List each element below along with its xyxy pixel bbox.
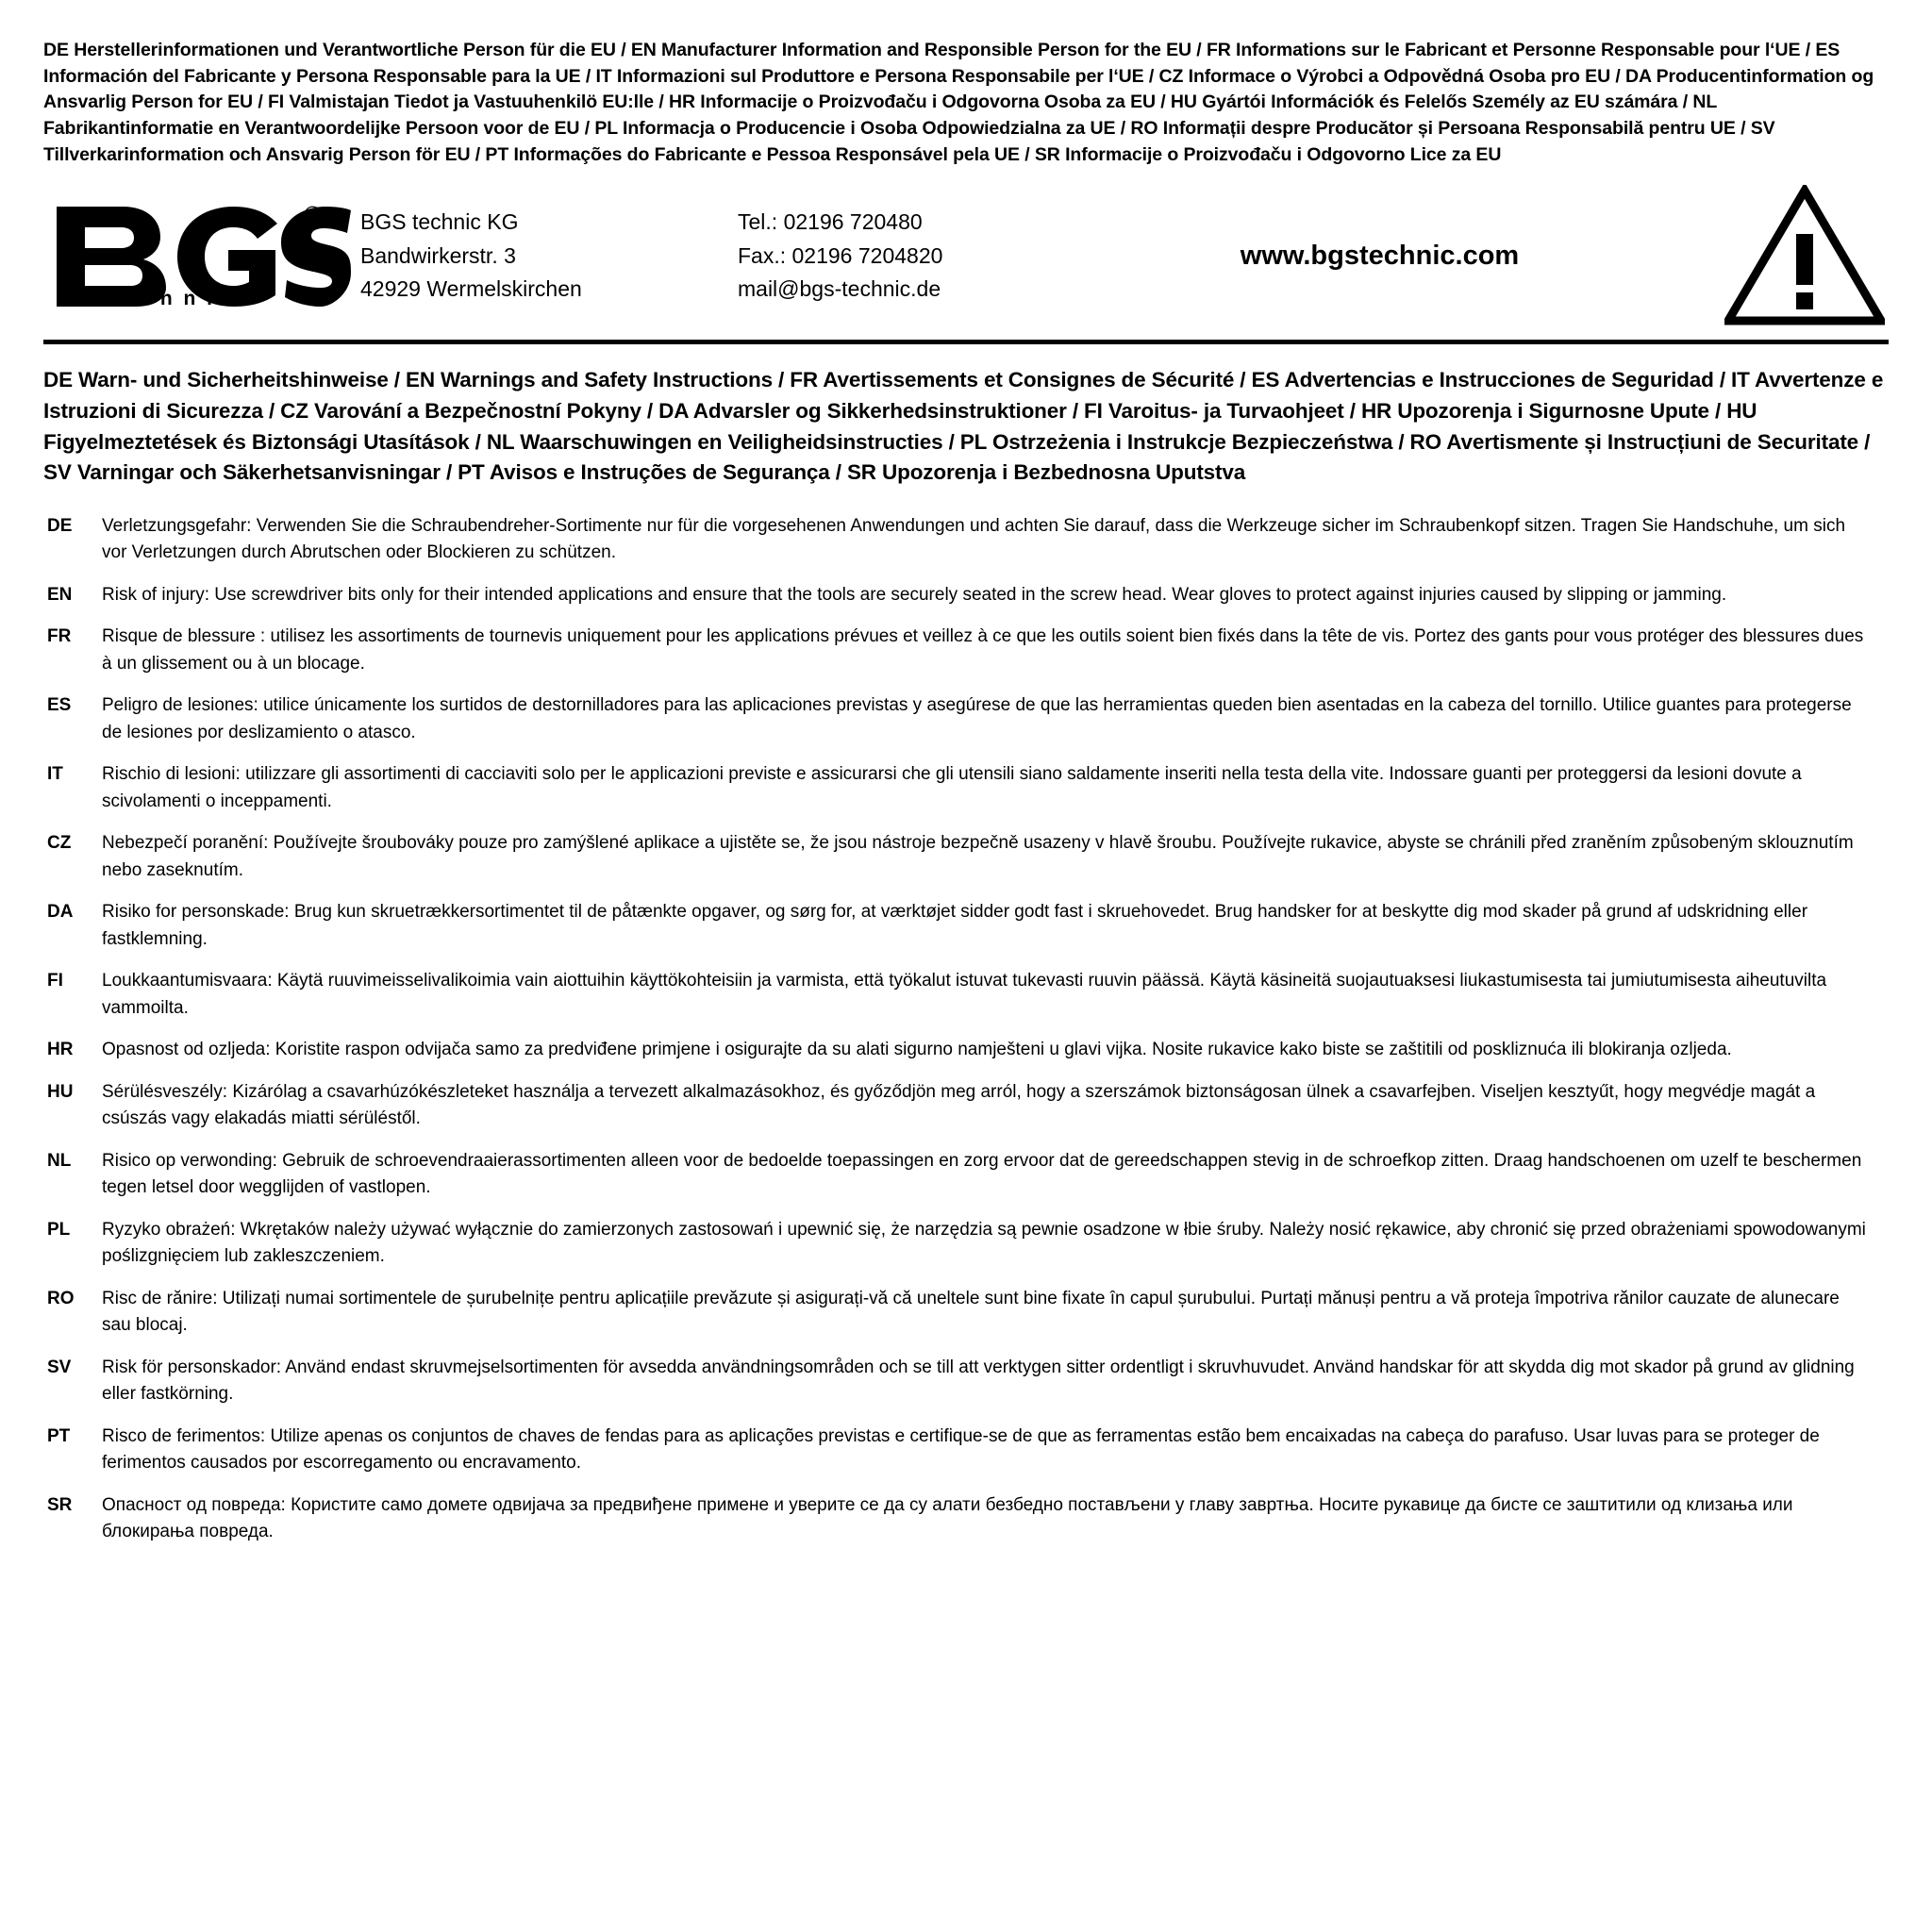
- warning-text: Risco de ferimentos: Utilize apenas os conjuntos de chaves de fendas para as aplicações previstas e certifique-se de que as ferramentas estão bem encaixadas na cabeça do parafuso. Usar luvas para se proteger de ferimentos causados por escorregamento ou encravamento.: [102, 1425, 1820, 1474]
- warning-text: Rischio di lesioni: utilizzare gli assortimenti di cacciaviti solo per le applicazioni previste e assicurarsi che gli utensili siano saldamente inseriti nella testa della vite. Indossare guanti per proteggersi da lesioni dovute a scivolamenti o inceppamenti.: [102, 764, 1802, 811]
- language-code: CZ: [47, 833, 72, 854]
- company-address: [360, 206, 738, 307]
- list-item: [43, 761, 1889, 815]
- warning-text: Risico op verwonding: Gebruik de schroevendraaierassortimenten alleen voor de bedoelde toepassingen en zorg ervoor dat de gereedschappen stevig in de schroefkop zitten. Draag handschoenen om uzelf te beschermen tegen letsel door wegglijden of vastlopen.: [102, 1150, 1862, 1198]
- language-code: SV: [47, 1357, 72, 1377]
- language-code: NL: [47, 1150, 72, 1171]
- company-tel: Tel.: 02196 720480: [738, 208, 923, 234]
- company-fax: Fax.: 02196 7204820: [738, 242, 943, 268]
- logo-subtext: t e c h n i c: [98, 288, 238, 310]
- company-email[interactable]: mail@bgs-technic.de: [738, 276, 941, 302]
- language-code: IT: [47, 764, 63, 785]
- language-code: HR: [47, 1040, 74, 1060]
- list-item: [43, 624, 1889, 677]
- warning-triangle-graphic: [1724, 185, 1885, 326]
- warning-text: Ryzyko obrażeń: Wkrętaków należy używać wyłącznie do zamierzonych zastosowań i upewnić się, że narzędzia są pewnie osadzone w łbie śruby. Należy nosić rękawice, aby chronić się przed obrażeniami spowodowanymi poślizgnięciem lub zakleszczeniem.: [102, 1219, 1866, 1267]
- list-item: [43, 1286, 1889, 1340]
- list-item: [43, 1148, 1889, 1202]
- registered-mark: ®: [304, 201, 323, 230]
- list-item: [43, 1037, 1889, 1064]
- company-street: Bandwirkerstr. 3: [360, 242, 516, 268]
- warning-text: Sérülésveszély: Kizárólag a csavarhúzókészleteket használja a tervezett alkalmazásokhoz, és győződjön meg arról, hogy a szerszámok biztonságosan ülnek a csavarfejben. Viseljen kesztyűt, hogy megvédje magát a csúszás vagy elakadás miatti sérüléstől.: [102, 1081, 1816, 1129]
- warning-text: Risk of injury: Use screwdriver bits only for their intended applications and ensure that the tools are securely seated in the screw head. Wear gloves to protect against injuries caused by slipping or jamming.: [102, 584, 1727, 605]
- language-code: EN: [47, 584, 73, 605]
- company-website[interactable]: www.bgstechnic.com: [1240, 240, 1520, 271]
- list-item: [43, 1424, 1889, 1477]
- warning-text: Опасност од повреда: Користите само домете одвијача за предвиђене примене и уверите се да су алати безбедно постављени у главу завртња. Носите рукавице да бисте се заштитили од клизања или блокирања повреда.: [102, 1494, 1793, 1542]
- company-contact: [738, 206, 1063, 307]
- language-code: SR: [47, 1494, 73, 1515]
- warning-entries-list: [43, 513, 1889, 1546]
- list-item: [43, 1492, 1889, 1546]
- list-item: [43, 968, 1889, 1022]
- language-code: PL: [47, 1219, 71, 1240]
- language-code: DA: [47, 902, 74, 923]
- company-info-band: [43, 181, 1889, 344]
- list-item: [43, 692, 1889, 746]
- bgs-logo-graphic: [49, 199, 351, 312]
- language-code: FI: [47, 971, 63, 991]
- warning-text: Risc de rănire: Utilizați numai sortimentele de șurubelnițe pentru aplicațiile prevăzute și asigurați-vă că uneltele sunt bine fixate în capul șurubului. Purtați mănuși pentru a vă proteja împotriva rănilor cauzate de alunecare sau blocaj.: [102, 1288, 1840, 1336]
- language-code: ES: [47, 695, 72, 716]
- warning-text: Loukkaantumisvaara: Käytä ruuvimeisselivalikoimia vain aiottuihin käyttökohteisiin ja varmista, että työkalut istuvat tukevasti ruuvin päässä. Käytä käsineitä suojautuaksesi liukastumisesta tai jumiutumisesta aiheutuvilta vammoilta.: [102, 971, 1827, 1018]
- language-code: HU: [47, 1081, 74, 1102]
- company-name: BGS technic KG: [360, 208, 519, 234]
- language-code: FR: [47, 626, 72, 647]
- list-item: [43, 513, 1889, 567]
- list-item: [43, 899, 1889, 953]
- manufacturer-info-heading: DE Herstellerinformationen und Verantwortliche Person für die EU / EN Manufacturer Information and Responsible Person for the EU / FR Informations sur le Fabricant et Personne Responsable pour l‘UE / ES Información del Fabricante y Persona Responsable para la UE / IT Informazioni sul Produttore e Persona Responsabile per l‘UE / CZ Informace o Výrobci a Odpovědná Osoba pro EU / DA Producentinformation og Ansvarlig Person for EU / FI Valmistajan Tiedot ja Vastuuhenkilö EU:lle / HR Informacije o Proizvođaču i Odgovorna Osoba za EU / HU Gyártói Információk és Felelős Személy az EU számára / NL Fabrikantinformatie en Verantwoordelijke Persoon voor de EU / PL Informacja o Producencie i Osoba Odpowiedzialna za UE / RO Informații despre Producător și Persoana Responsabilă pentru UE / SV Tillverkarinformation och Ansvarig Person för EU / PT Informações do Fabricante e Pessoa Responsável pela UE / SR Informacije o Proizvođaču i Odgovorno Lice za EU: [43, 40, 1874, 165]
- list-item: [43, 1355, 1889, 1408]
- list-item: [43, 582, 1889, 609]
- warning-text: Verletzungsgefahr: Verwenden Sie die Schraubendreher-Sortimente nur für die vorgesehenen Anwendungen und achten Sie darauf, dass die Werkzeuge sicher im Schraubenkopf sitzen. Tragen Sie Handschuhe, um sich vor Verletzungen durch Abrutschen oder Blockieren zu schützen.: [102, 515, 1846, 563]
- warning-text: Risque de blessure : utilisez les assortiments de tournevis uniquement pour les applications prévues et veillez à ce que les outils soient bien fixés dans la tête de vis. Portez des gants pour vous protéger des blessures dues à un glissement ou à un blocage.: [102, 626, 1864, 674]
- language-code: DE: [47, 515, 73, 536]
- bgs-logo: [43, 199, 360, 312]
- warnings-heading: DE Warn- und Sicherheitshinweise / EN Warnings and Safety Instructions / FR Avertissements et Consignes de Sécurité / ES Advertencias e Instrucciones de Seguridad / IT Avvertenze e Istruzioni di Sicurezza / CZ Varování a Bezpečnostní Pokyny / DA Advarsler og Sikkerhedsinstruktioner / FI Varoitus- ja Turvaohjeet / HR Upozorenja i Sigurnosne Upute / HU Figyelmeztetések és Biztonsági Utasítások / NL Waarschuwingen en Veiligheidsinstructies / PL Ostrzeżenia i Instrukcje Bezpieczeństwa / RO Avertismente și Instrucțiuni de Securitate / SV Varningar och Säkerhetsanvisningar / PT Avisos e Instruções de Segurança / SR Upozorenja i Bezbednosna Uputstva: [43, 368, 1884, 485]
- list-item: [43, 830, 1889, 884]
- warning-text: Risiko for personskade: Brug kun skruetrækkersortimentet til de påtænkte opgaver, og sørg for, at værktøjet sidder godt fast i skruehovedet. Brug handsker for at beskytte dig mod skader på grund af udskridning eller fastklemning.: [102, 902, 1808, 949]
- warning-triangle-icon: [1715, 185, 1889, 326]
- warning-text: Nebezpečí poranění: Používejte šroubováky pouze pro zamýšlené aplikace a ujistěte se, že jsou nástroje bezpečně usazeny v hlavě šroubu. Používejte rukavice, abyste se chránili před zraněním způsobeným sklouznutím nebo zaseknutím.: [102, 833, 1854, 880]
- language-code: PT: [47, 1425, 71, 1446]
- warning-text: Risk för personskador: Använd endast skruvmejselsortimenten för avsedda användningsområden och se till att verktygen sitter ordentligt i skruvhuvudet. Använd handskar för att skydda dig mot skador på grund av glidning eller fastkörning.: [102, 1357, 1855, 1405]
- language-code: RO: [47, 1288, 75, 1308]
- list-item: [43, 1079, 1889, 1133]
- warning-text: Opasnost od ozljeda: Koristite raspon odvijača samo za predviđene primjene i osigurajte da su alati sigurno namješteni u glavi vijka. Nosite rukavice kako biste se zaštitili od poskliznuća ili blokiranja ozljeda.: [102, 1040, 1732, 1060]
- warning-text: Peligro de lesiones: utilice únicamente los surtidos de destornilladores para las aplicaciones previstas y asegúrese de que las herramientas queden bien asentadas en la cabeza del tornillo. Utilice guantes para protegerse de lesiones por deslizamiento o atasco.: [102, 695, 1852, 742]
- list-item: [43, 1217, 1889, 1271]
- company-city: 42929 Wermelskirchen: [360, 276, 582, 302]
